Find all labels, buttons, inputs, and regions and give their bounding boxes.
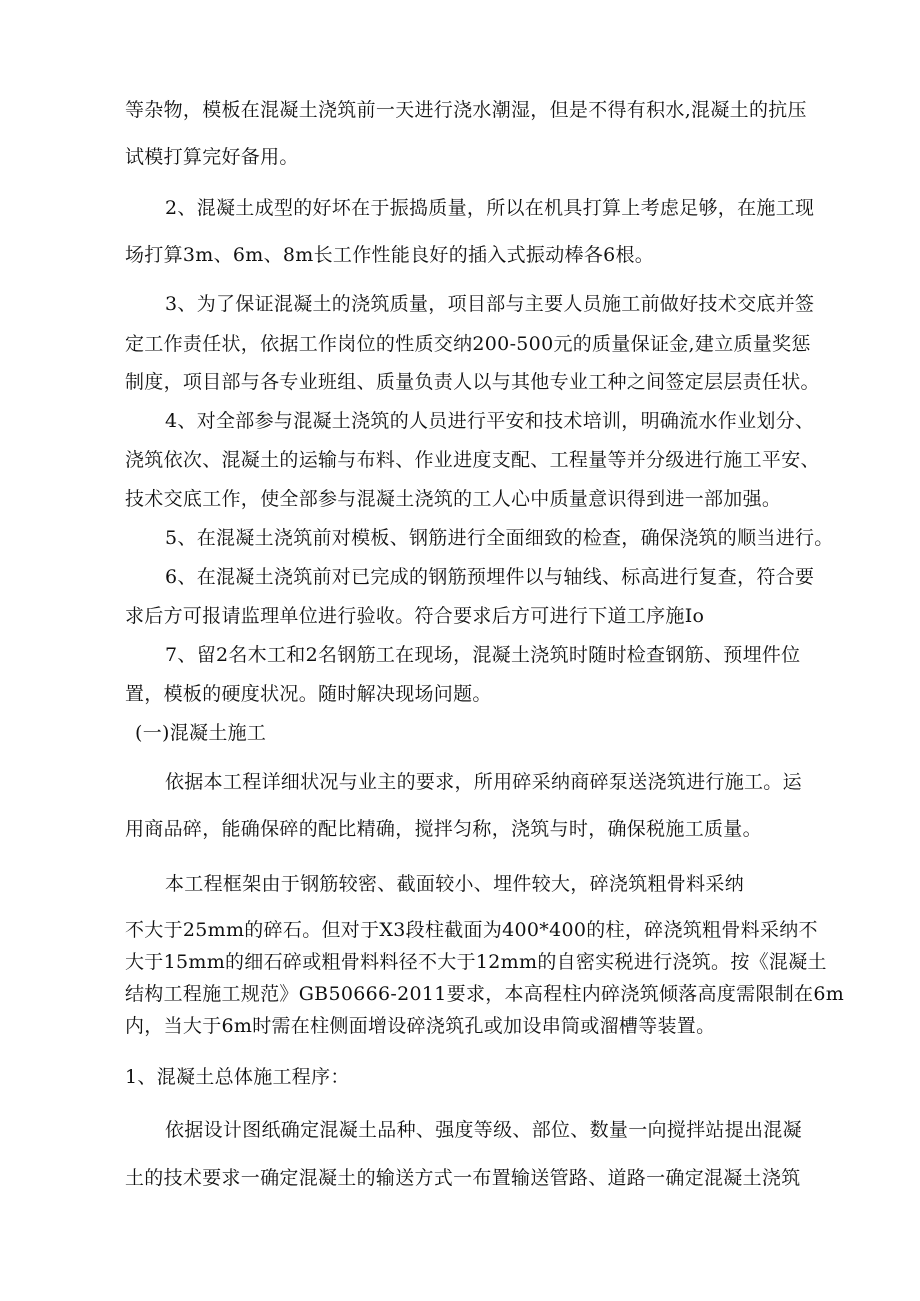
section-heading: 1、混凝土总体施工程序： <box>125 1066 350 1088</box>
text-line: 2、混凝土成型的好坏在于振捣质量，所以在机具打算上考虑足够，在施工现 <box>165 197 815 219</box>
text-line: 4、对全部参与混凝土浇筑的人员进行平安和技术培训，明确流水作业划分、 <box>165 410 815 432</box>
text-line: 制度，项目部与各专业班组、质量负责人以与其他专业工种之间签定层层责任状。 <box>125 371 820 393</box>
text-line: 试模打算完好备用。 <box>125 146 299 168</box>
text-line: 内，当大于6m时需在柱侧面增设碎浇筑孔或加设串筒或溜槽等装置。 <box>125 1015 716 1037</box>
text-line: 结构工程施工规范》GB50666-2011要求，本高程柱内碎浇筑倾落高度需限制在6m <box>125 983 845 1005</box>
text-line: 大于15mm的细石碎或粗骨料料径不大于12mm的自密实税进行浇筑。按《混凝土 <box>125 951 827 973</box>
section-heading: (一)混凝土施工 <box>135 722 267 744</box>
text-line: 定工作责任状，依据工作岗位的性质交纳200-500元的质量保证金,建立质量奖惩 <box>125 333 811 355</box>
text-line: 依据本工程详细状况与业主的要求，所用碎采纳商碎泵送浇筑进行施工。运 <box>165 771 802 793</box>
text-line: 求后方可报请监理单位进行验收。符合要求后方可进行下道工序施Io <box>125 605 705 627</box>
text-line: 置，模板的硬度状况。随时解决现场问题。 <box>125 683 492 705</box>
text-line: 5、在混凝土浇筑前对模板、钢筋进行全面细致的检查，确保浇筑的顺当进行。 <box>165 527 834 549</box>
text-line: 技术交底工作，使全部参与混凝土浇筑的工人心中质量意识得到进一部加强。 <box>125 488 782 510</box>
text-line: 场打算3m、6m、8m长工作性能良好的插入式振动棒各6根。 <box>125 244 655 266</box>
text-line: 7、留2名木工和2名钢筋工在现场，混凝土浇筑时随时检查钢筋、预埋件位 <box>165 644 801 666</box>
text-line: 浇筑依次、混凝土的运输与布料、作业进度支配、工程量等并分级进行施工平安、 <box>125 449 820 471</box>
text-line: 不大于25mm的碎石。但对于X3段柱截面为400*400的柱，碎浇筑粗骨料采纳不 <box>125 919 818 941</box>
text-line: 等杂物，模板在混凝土浇筑前一天进行浇水潮湿，但是不得有积水,混凝土的抗压 <box>125 99 807 121</box>
text-line: 3、为了保证混凝土的浇筑质量，项目部与主要人员施工前做好技术交底并签 <box>165 293 815 315</box>
text-line: 6、在混凝土浇筑前对已完成的钢筋预埋件以与轴线、标高进行复查，符合要 <box>165 566 815 588</box>
text-line: 本工程框架由于钢筋较密、截面较小、埋件较大，碎浇筑粗骨料采纳 <box>165 873 745 895</box>
text-line: 用商品碎，能确保碎的配比精确，搅拌匀称，浇筑与时，确保税施工质量。 <box>125 818 762 840</box>
text-line: 土的技术要求一确定混凝土的输送方式一布置输送管路、道路一确定混凝土浇筑 <box>125 1167 801 1189</box>
text-line: 依据设计图纸确定混凝土品种、强度等级、部位、数量一向搅拌站提出混凝 <box>165 1119 802 1141</box>
